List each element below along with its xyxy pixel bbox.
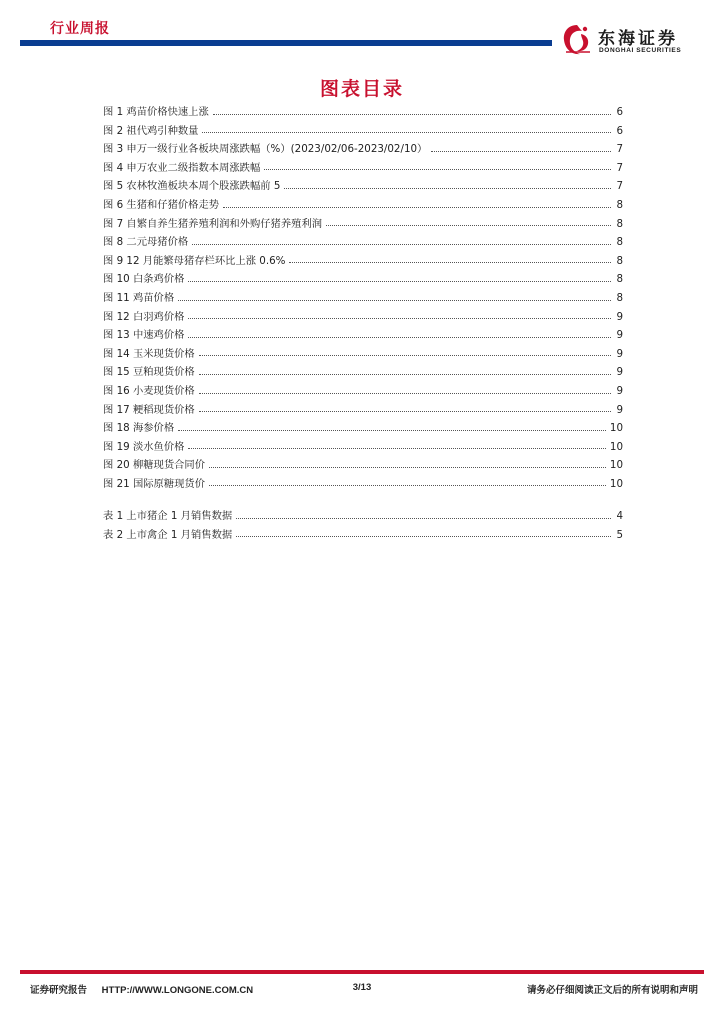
toc-entry-page: 7: [616, 180, 623, 193]
toc-entry-label: 图 2 祖代鸡引种数量: [103, 124, 199, 137]
toc-entry-page: 10: [609, 422, 623, 435]
toc-entry-page: 10: [609, 459, 623, 472]
toc-entry-label: 图 13 中速鸡价格: [103, 329, 185, 342]
toc-entry-label: 图 16 小麦现货价格: [103, 384, 195, 397]
toc-entry-page: 8: [616, 273, 623, 286]
figure-toc-entry[interactable]: [103, 475, 623, 494]
dot-leader: [202, 132, 611, 133]
toc-entry-label: 图 9 12 月能繁母猪存栏环比上涨 0.6%: [103, 254, 286, 267]
toc-entry-label: 图 5 农林牧渔板块本周个股涨跌幅前 5: [103, 180, 281, 193]
toc-entry-page: 10: [609, 440, 623, 453]
figure-toc-entry[interactable]: [103, 122, 623, 141]
dot-leader: [284, 188, 611, 189]
toc-entry-page: 10: [609, 477, 623, 490]
company-logo: [560, 22, 710, 58]
toc-entry-label: 图 19 淡水鱼价格: [103, 440, 185, 453]
dot-leader: [178, 300, 611, 301]
dot-leader: [326, 225, 611, 226]
figure-list: [103, 103, 623, 493]
dot-leader: [188, 281, 611, 282]
dot-leader: [188, 337, 611, 338]
dot-leader: [223, 207, 611, 208]
figure-toc-entry[interactable]: [103, 215, 623, 234]
dot-leader: [192, 244, 611, 245]
figure-toc-entry[interactable]: [103, 382, 623, 401]
toc-entry-label: 表 1 上市猪企 1 月销售数据: [103, 510, 233, 522]
figure-toc-entry[interactable]: [103, 308, 623, 327]
figure-toc-entry[interactable]: [103, 270, 623, 289]
toc-entry-page: 4: [616, 510, 623, 522]
logo-subtitle: DONGHAI SECURITIES: [599, 47, 682, 54]
footer-url-link[interactable]: HTTP://WWW.LONGONE.COM.CN: [101, 985, 254, 996]
page-number: 3/13: [352, 982, 372, 993]
figure-toc-entry[interactable]: [103, 140, 623, 159]
toc-entry-label: 图 12 白羽鸡价格: [103, 310, 185, 323]
figure-toc-entry[interactable]: [103, 419, 623, 438]
toc-entry-page: 9: [616, 329, 623, 342]
dot-leader: [199, 355, 611, 356]
toc-entry-label: 图 7 自繁自养生猪养殖利润和外购仔猪养殖利润: [103, 217, 323, 230]
figure-toc-entry[interactable]: [103, 103, 623, 122]
dot-leader: [264, 169, 611, 170]
dot-leader: [188, 448, 605, 449]
toc-entry-page: 7: [616, 161, 623, 174]
toc-entry-page: 8: [616, 198, 623, 211]
footer-rule: [20, 970, 704, 974]
figure-toc-entry[interactable]: [103, 345, 623, 364]
logo-name: 东海证券: [598, 29, 678, 49]
toc-entry-page: 7: [616, 143, 623, 156]
toc-entry-label: 图 8 二元母猪价格: [103, 236, 189, 249]
toc-entry-page: 8: [616, 236, 623, 249]
toc-entry-page: 5: [616, 528, 623, 541]
dot-leader: [213, 114, 611, 115]
table-toc-entry[interactable]: [103, 507, 623, 526]
dot-leader: [199, 374, 611, 375]
dot-leader: [199, 393, 611, 394]
toc-entry-label: 表 2 上市禽企 1 月销售数据: [103, 528, 233, 541]
page-title: 图表目录: [319, 78, 404, 100]
toc-entry-label: 图 4 申万农业二级指数本周涨跌幅: [103, 161, 261, 174]
dot-leader: [188, 318, 611, 319]
toc-entry-label: 图 21 国际原糖现货价: [103, 477, 206, 490]
figure-toc-entry[interactable]: [103, 159, 623, 178]
toc-entry-page: 6: [616, 124, 623, 137]
table-toc-entry[interactable]: [103, 526, 623, 545]
toc-entry-label: 图 6 生猪和仔猪价格走势: [103, 198, 220, 211]
figure-toc-entry[interactable]: [103, 252, 623, 271]
table-list: [103, 507, 623, 544]
header-rule: [20, 40, 552, 46]
figure-toc-entry[interactable]: [103, 177, 623, 196]
toc-entry-page: 6: [616, 106, 623, 118]
toc-entry-label: 图 20 柳糖现货合同价: [103, 459, 206, 472]
toc-entry-page: 8: [616, 254, 623, 267]
figure-toc-entry[interactable]: [103, 401, 623, 420]
dot-leader: [289, 262, 611, 263]
toc-entry-label: 图 14 玉米现货价格: [103, 347, 195, 360]
toc-entry-page: 9: [616, 384, 623, 397]
dot-leader: [236, 518, 611, 519]
dragon-emblem-icon: [560, 22, 594, 58]
footer-report-label: 证券研究报告: [30, 985, 88, 996]
dot-leader: [209, 467, 606, 468]
dot-leader: [178, 430, 606, 431]
toc-entry-page: 8: [616, 217, 623, 230]
toc-entry-label: 图 3 申万一级行业各板块周涨跌幅（%）(2023/02/06-2023/02/10）: [103, 143, 428, 156]
toc-entry-page: 9: [616, 310, 623, 323]
figure-toc-entry[interactable]: [103, 289, 623, 308]
toc-entry-label: 图 1 鸡苗价格快速上涨: [103, 106, 209, 118]
toc-entry-page: 9: [616, 403, 623, 416]
toc-entry-label: 图 10 白条鸡价格: [103, 273, 185, 286]
dot-leader: [209, 485, 606, 486]
toc-entry-label: 图 15 豆粕现货价格: [103, 366, 195, 379]
figure-toc-entry[interactable]: [103, 233, 623, 252]
dot-leader: [199, 411, 611, 412]
toc-entry-label: 图 17 粳稻现货价格: [103, 403, 195, 416]
toc-entry-label: 图 11 鸡苗价格: [103, 291, 175, 304]
figure-toc-entry[interactable]: [103, 326, 623, 345]
figure-toc-entry[interactable]: [103, 363, 623, 382]
figure-toc-entry[interactable]: [103, 196, 623, 215]
figure-toc-entry[interactable]: [103, 456, 623, 475]
report-type-tag: 行业周报: [50, 21, 110, 37]
toc-entry-label: 图 18 海参价格: [103, 422, 175, 435]
dot-leader: [431, 151, 611, 152]
figure-toc-entry[interactable]: [103, 438, 623, 457]
toc-entry-page: 9: [616, 366, 623, 379]
dot-leader: [236, 536, 611, 537]
footer-disclaimer: 请务必仔细阅读正文后的所有说明和声明: [526, 985, 698, 996]
toc-entry-page: 8: [616, 291, 623, 304]
toc-entry-page: 9: [616, 347, 623, 360]
